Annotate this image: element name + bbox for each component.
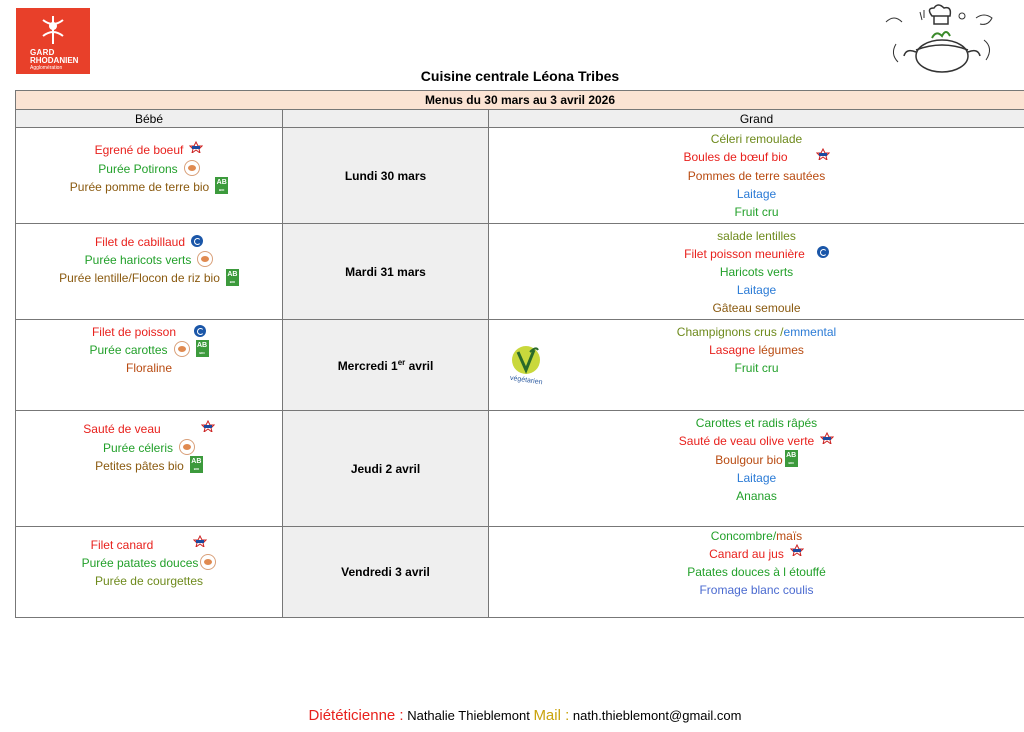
grand-dish-part: maïs	[776, 528, 803, 543]
day-label-tail: avril	[405, 358, 434, 373]
baby-menu-cell	[16, 224, 283, 320]
baby-dish: Sauté de veau	[83, 421, 161, 436]
baby-dish: Purée haricots verts	[84, 253, 192, 268]
baby-dish: Filet canard	[90, 537, 154, 552]
baby-menu-cell	[16, 320, 283, 411]
gard-rhodanien-logo	[16, 8, 90, 74]
mail-label: Mail :	[533, 707, 570, 724]
day-label-sup: er	[397, 357, 406, 367]
grand-dish: Lasagne	[709, 343, 756, 357]
baby-dish: Purée carottes	[89, 342, 168, 357]
label-rouge-icon	[820, 431, 834, 449]
label-rouge-icon	[193, 534, 207, 552]
header-middle	[283, 110, 489, 128]
day-row	[16, 224, 1024, 320]
grand-dish: Laitage	[736, 186, 777, 201]
day-label-text: Mercredi 1	[337, 358, 398, 373]
baby-dish: Filet de poisson	[91, 324, 177, 339]
logo-line-2: RHODANIEN	[30, 56, 79, 65]
fait-maison-icon	[174, 341, 190, 357]
day-label	[283, 320, 489, 411]
fait-maison-icon	[184, 160, 200, 176]
grand-dish-part: emmental	[783, 325, 837, 339]
baby-dish: Filet de cabillaud	[94, 235, 186, 250]
bio-ab-icon: AB BIO	[216, 179, 227, 193]
logo-line-3: Agglomération	[30, 65, 63, 71]
bio-ab-icon: AB BIO	[786, 452, 797, 466]
baby-dish: Egrené de boeuf	[94, 142, 184, 157]
vegetarian-badge-text: végétarien	[509, 374, 543, 387]
baby-dish: Purée pomme de terre bio	[69, 179, 210, 194]
day-row	[16, 128, 1024, 224]
bio-ab-icon: AB BIO	[227, 270, 238, 284]
menu-period: Menus du 30 mars au 3 avril 2026	[16, 91, 1024, 110]
label-rouge-icon	[189, 140, 203, 158]
baby-dish: Petites pâtes bio	[95, 458, 184, 473]
dietitian-name: Nathalie Thieblemont	[403, 708, 534, 723]
logo-line-1: GARD	[30, 48, 55, 57]
msc-icon	[194, 325, 206, 337]
grand-dish: Pommes de terre sautées	[687, 168, 826, 183]
grand-dish: Céleri remoulade	[710, 132, 803, 147]
baby-dish: Purée de courgettes	[94, 574, 204, 589]
grand-dish-part: légumes	[755, 343, 804, 357]
fait-maison-icon	[179, 439, 195, 455]
baby-dish: Purée lentille/Flocon de riz bio	[59, 271, 220, 286]
grand-dish: Laitage	[736, 282, 777, 297]
grand-dish: Patates douces à l étouffé	[687, 565, 826, 580]
baby-menu-cell	[16, 527, 283, 618]
grand-dish: Fruit cru	[734, 204, 779, 219]
label-rouge-icon	[790, 543, 804, 561]
day-label: Lundi 30 mars	[283, 128, 489, 224]
fait-maison-icon	[197, 251, 213, 267]
label-rouge-icon	[201, 419, 215, 437]
grand-dish: Haricots verts	[719, 264, 794, 279]
grand-dish: Filet poisson meunière	[684, 246, 805, 261]
grand-dish: Sauté de veau olive verte	[678, 433, 815, 448]
day-label: Mardi 31 mars	[283, 224, 489, 320]
grand-dish: Carottes et radis râpés	[695, 415, 818, 430]
header-row	[16, 110, 1024, 128]
header-baby: Bébé	[16, 110, 283, 128]
fait-maison-icon	[200, 554, 216, 570]
grand-dish: Champignons crus /	[676, 325, 784, 339]
day-row	[16, 320, 1024, 411]
grand-dish: Laitage	[736, 471, 777, 486]
page-title: Cuisine centrale Léona Tribes	[420, 68, 620, 84]
msc-icon	[191, 235, 203, 247]
grand-dish: Fruit cru	[734, 361, 779, 375]
grand-dish: Ananas	[736, 489, 777, 504]
footer	[0, 707, 1024, 724]
day-label: Vendredi 3 avril	[283, 527, 489, 618]
subtitle-row	[16, 91, 1024, 110]
grand-dish: salade lentilles	[717, 228, 796, 243]
email-address[interactable]: nath.thieblemont@gmail.com	[569, 708, 742, 723]
bio-ab-icon: AB BIO	[196, 342, 208, 356]
grand-dish: Canard au jus	[709, 546, 784, 561]
menu-table	[15, 90, 1024, 618]
vegetarian-badge-icon	[506, 342, 546, 388]
grand-menu-cell	[489, 224, 1024, 320]
baby-menu-cell	[16, 411, 283, 527]
day-row	[16, 527, 1024, 618]
day-label: Jeudi 2 avril	[283, 411, 489, 527]
bio-ab-icon: AB BIO	[191, 458, 202, 472]
dietitian-label: Diététicienne :	[308, 707, 404, 724]
msc-icon	[817, 246, 829, 258]
logo-mark-icon	[38, 14, 68, 46]
grand-menu-cell	[489, 128, 1024, 224]
grand-menu-cell	[489, 411, 1024, 527]
grand-dish: Fromage blanc coulis	[699, 583, 814, 598]
baby-dish: Purée Potirons	[98, 161, 178, 176]
grand-dish: Boules de bœuf bio	[683, 150, 788, 165]
baby-dish: Purée patates douces	[81, 556, 199, 571]
day-row	[16, 411, 1024, 527]
grand-menu-cell	[489, 320, 1024, 411]
baby-menu-cell	[16, 128, 283, 224]
grand-dish: Concombre/	[710, 528, 777, 543]
label-rouge-icon	[816, 147, 830, 165]
grand-dish: Boulgour bio	[715, 452, 783, 467]
grand-menu-cell	[489, 527, 1024, 618]
baby-dish: Purée céleris	[102, 440, 174, 455]
header-grand: Grand	[489, 110, 1024, 128]
grand-dish: Gâteau semoule	[712, 300, 801, 315]
baby-dish: Floraline	[125, 361, 173, 376]
